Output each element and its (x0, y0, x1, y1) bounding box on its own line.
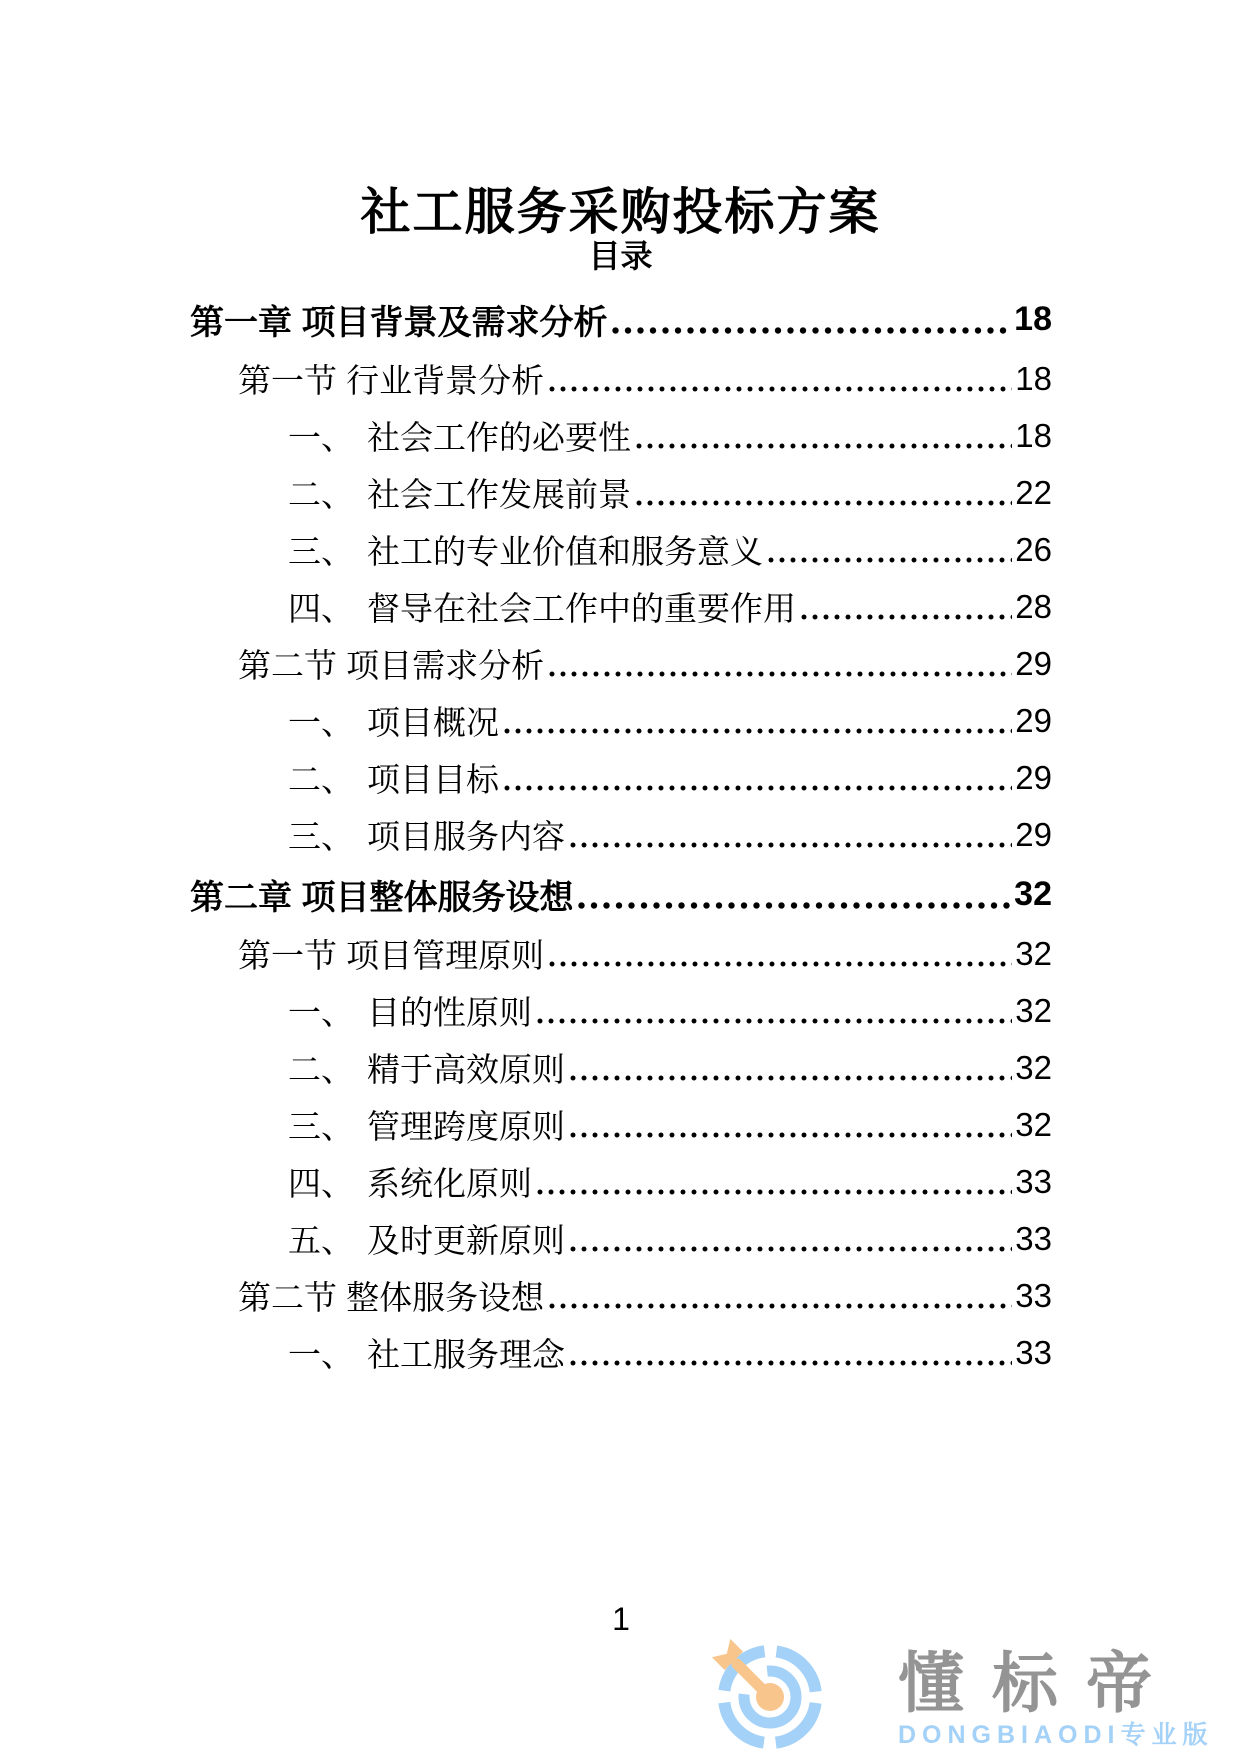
toc-entry-label: 第一章 项目背景及需求分析 (190, 303, 608, 342)
target-bullseye (756, 1683, 784, 1711)
dot-leader (549, 961, 1012, 967)
toc-entry-item (190, 1039, 1052, 1096)
toc-entry-label: 社工服务理念 (367, 1336, 565, 1373)
watermark-brand-latin (898, 1722, 1214, 1750)
toc-entry-label: 社会工作发展前景 (367, 476, 631, 513)
watermark-brand-latin-text: DONGBIAODI (898, 1721, 1121, 1749)
watermark-brand-cn: 懂标帝 (898, 1646, 1180, 1720)
toc-entry-page: 18 (1015, 416, 1052, 454)
toc-entry-page: 33 (1015, 1333, 1052, 1371)
toc-entry-item (190, 1324, 1052, 1381)
toc-entry-number: 三、 (288, 1108, 354, 1145)
toc-entry-number: 一、 (288, 704, 354, 741)
toc-entry-number: 五、 (288, 1222, 354, 1259)
dot-leader (636, 443, 1012, 449)
table-of-contents (190, 288, 1052, 1381)
toc-entry-item (190, 521, 1052, 578)
toc-entry-page: 22 (1015, 473, 1052, 511)
toc-entry-number: 三、 (288, 818, 354, 855)
toc-entry-page: 29 (1015, 701, 1052, 739)
toc-entry-page: 33 (1015, 1162, 1052, 1200)
dot-leader (504, 785, 1012, 791)
toc-entry-page: 32 (1015, 991, 1052, 1029)
toc-entry-page: 33 (1015, 1219, 1052, 1257)
toc-entry-item (190, 1210, 1052, 1267)
toc-entry-item (190, 806, 1052, 863)
toc-entry-number: 四、 (288, 1165, 354, 1202)
toc-entry-number: 二、 (288, 476, 354, 513)
toc-entry-number: 三、 (288, 533, 354, 570)
toc-entry-item (190, 982, 1052, 1039)
dot-leader (549, 1303, 1012, 1309)
toc-entry-page: 26 (1015, 530, 1052, 568)
toc-entry-number: 二、 (288, 761, 354, 798)
toc-entry-item (190, 1153, 1052, 1210)
toc-entry-label: 第二章 项目整体服务设想 (190, 878, 574, 917)
page-number: 1 (612, 1601, 630, 1637)
toc-entry-number: 一、 (288, 1336, 354, 1373)
dot-leader (537, 1018, 1012, 1024)
toc-entry-number: 四、 (288, 590, 354, 627)
toc-entry-label: 项目服务内容 (367, 818, 565, 855)
toc-entry-page: 18 (1014, 299, 1052, 338)
toc-entry-item (190, 464, 1052, 521)
toc-entry-item (190, 692, 1052, 749)
dot-leader (549, 386, 1012, 392)
toc-entry-label: 精于高效原则 (367, 1051, 565, 1088)
watermark-brand-edition: 专业版 (1120, 1721, 1214, 1749)
toc-entry-page: 18 (1015, 359, 1052, 397)
toc-entry-page: 32 (1014, 874, 1052, 913)
toc-entry-section (190, 635, 1052, 692)
dot-leader (578, 902, 1011, 909)
toc-entry-label: 管理跨度原则 (367, 1108, 565, 1145)
toc-entry-number: 二、 (288, 1051, 354, 1088)
toc-entry-label: 第一节 项目管理原则 (238, 937, 545, 974)
dot-leader (801, 614, 1012, 620)
toc-entry-item (190, 407, 1052, 464)
toc-entry-label: 第一节 行业背景分析 (238, 362, 545, 399)
toc-heading: 目录 (588, 238, 653, 274)
toc-entry-label: 第二节 整体服务设想 (238, 1279, 545, 1316)
dot-leader (570, 1360, 1012, 1366)
dot-leader (570, 1246, 1012, 1252)
toc-entry-page: 29 (1015, 815, 1052, 853)
toc-entry-chapter (190, 288, 1052, 350)
toc-entry-item (190, 749, 1052, 806)
dot-leader (768, 557, 1012, 563)
toc-entry-page: 33 (1015, 1276, 1052, 1314)
dot-leader (570, 1075, 1012, 1081)
toc-entry-label: 社工的专业价值和服务意义 (367, 533, 763, 570)
dot-leader (504, 728, 1012, 734)
toc-entry-item (190, 578, 1052, 635)
toc-entry-chapter (190, 863, 1052, 925)
toc-entry-label: 项目概况 (367, 704, 499, 741)
toc-entry-label: 项目目标 (367, 761, 499, 798)
toc-entry-page: 32 (1015, 1048, 1052, 1086)
toc-entry-number: 一、 (288, 419, 354, 456)
toc-entry-section (190, 925, 1052, 982)
dot-leader (570, 842, 1012, 848)
dot-leader (537, 1189, 1012, 1195)
toc-entry-item (190, 1096, 1052, 1153)
toc-entry-page: 32 (1015, 1105, 1052, 1143)
toc-entry-page: 32 (1015, 934, 1052, 972)
document-title: 社工服务采购投标方案 (360, 183, 881, 240)
dot-leader (636, 500, 1012, 506)
toc-entry-label: 目的性原则 (367, 994, 532, 1031)
toc-entry-label: 系统化原则 (367, 1165, 532, 1202)
toc-entry-page: 28 (1015, 587, 1052, 625)
toc-entry-label: 及时更新原则 (367, 1222, 565, 1259)
dot-leader (612, 327, 1011, 334)
toc-entry-page: 29 (1015, 758, 1052, 796)
toc-entry-label: 督导在社会工作中的重要作用 (367, 590, 796, 627)
toc-entry-number: 一、 (288, 994, 354, 1031)
target-arrow-icon (709, 1636, 831, 1754)
toc-entry-label: 社会工作的必要性 (367, 419, 631, 456)
toc-entry-section (190, 1267, 1052, 1324)
dot-leader (549, 671, 1012, 677)
toc-entry-page: 29 (1015, 644, 1052, 682)
dot-leader (570, 1132, 1012, 1138)
toc-entry-label: 第二节 项目需求分析 (238, 647, 545, 684)
toc-entry-section (190, 350, 1052, 407)
